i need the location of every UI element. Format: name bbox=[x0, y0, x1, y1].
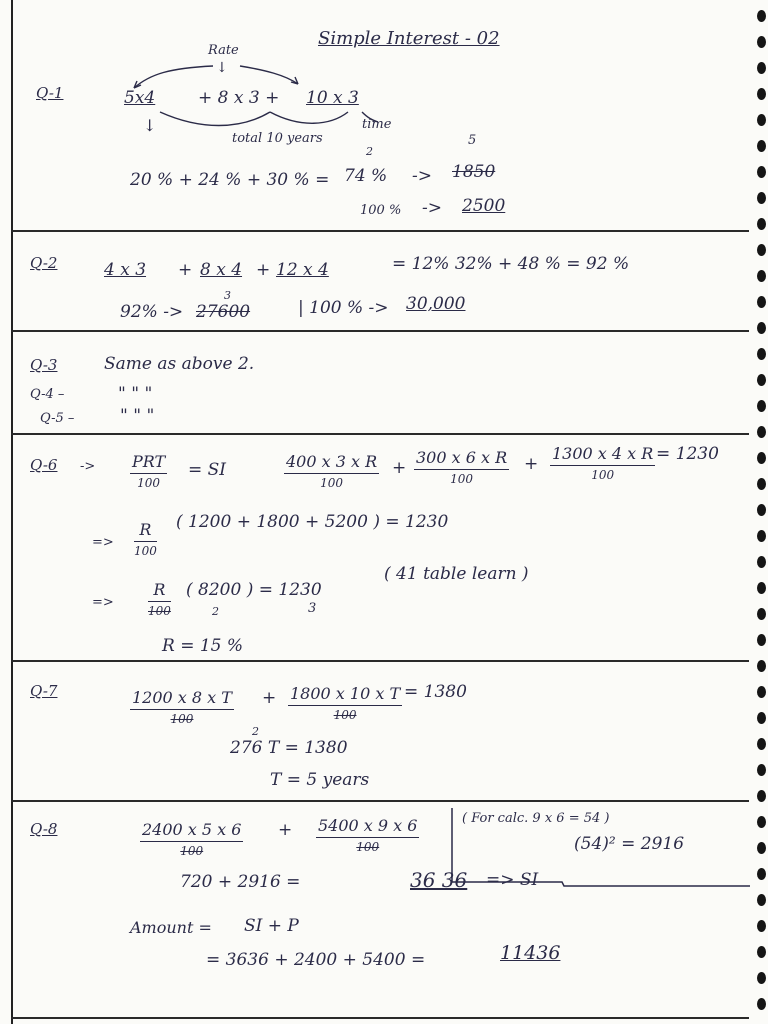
q2-amount-30000: 30,000 bbox=[406, 294, 466, 314]
q6-f1-den: 100 bbox=[320, 476, 344, 490]
q6-implies-1: => bbox=[92, 535, 114, 550]
q2-plus1: + bbox=[178, 260, 193, 280]
q2-line2b: | 100 % -> bbox=[298, 298, 389, 318]
q6-r-num-2: R bbox=[148, 582, 171, 602]
q6-plus-2: + bbox=[524, 454, 539, 474]
q6-eq-si: = SI bbox=[188, 460, 227, 480]
q1-rate-arrow: ↓ bbox=[216, 60, 228, 76]
q8-si-label: => SI bbox=[486, 870, 539, 890]
q1-amount-1850: 1850 bbox=[452, 162, 496, 182]
q8-f1-num: 2400 x 5 x 6 bbox=[140, 822, 243, 842]
q6-small-3: 3 bbox=[308, 601, 317, 616]
q6-paren-2: ( 8200 ) = 1230 bbox=[186, 580, 322, 600]
q1-line1: 20 % + 24 % + 30 % = bbox=[130, 170, 330, 190]
q7-plus: + bbox=[262, 688, 277, 708]
q1-term3: 10 x 3 bbox=[306, 88, 359, 108]
q6-f3-den: 100 bbox=[591, 468, 615, 482]
q1-label: Q-1 bbox=[36, 84, 64, 102]
q3-text: Same as above 2. bbox=[104, 354, 255, 374]
q6-r-den: 100 bbox=[134, 544, 157, 558]
q5-ditto: " " " bbox=[120, 406, 155, 426]
q7-f1-den: 100 bbox=[170, 712, 194, 726]
q1-arrow2: -> bbox=[422, 198, 442, 218]
q7-line2: 276 T = 1380 bbox=[230, 738, 348, 758]
q6-r-num: R bbox=[134, 522, 157, 542]
q3-label: Q-3 bbox=[30, 356, 58, 374]
q6-f1-num: 400 x 3 x R bbox=[284, 454, 379, 474]
q8-line4: = 3636 + 2400 + 5400 = bbox=[206, 950, 426, 970]
q1-time-note: time bbox=[362, 117, 392, 132]
q1-amount-2500: 2500 bbox=[462, 196, 506, 216]
q7-small-2: 2 bbox=[252, 725, 259, 738]
q1-term2: + 8 x 3 + bbox=[198, 88, 280, 108]
q4-label: Q-4 – bbox=[30, 387, 65, 402]
q7-eq-1380: = 1380 bbox=[404, 682, 467, 702]
q2-expr1: 4 x 3 bbox=[104, 260, 147, 280]
q8-amount-formula: SI + P bbox=[244, 916, 299, 936]
q6-arrow: -> bbox=[80, 459, 96, 474]
q7-f2-den: 100 bbox=[333, 708, 357, 722]
q2-label: Q-2 bbox=[30, 254, 58, 272]
q8-amount-label: Amount = bbox=[130, 918, 212, 937]
q8-line2a: 720 + 2916 = bbox=[180, 872, 301, 892]
q1-pct-74: 74 % bbox=[344, 166, 388, 186]
q2-expr3: 12 x 4 bbox=[276, 260, 329, 280]
q2-plus2: + bbox=[256, 260, 271, 280]
q7-answer: T = 5 years bbox=[270, 770, 370, 790]
q7-label: Q-7 bbox=[30, 682, 58, 700]
q5-label: Q-5 – bbox=[40, 411, 75, 426]
q8-calc-note: ( For calc. 9 x 6 = 54 ) bbox=[462, 811, 610, 826]
q2-expr2: 8 x 4 bbox=[200, 260, 243, 280]
q7-f2-num: 1800 x 10 x T bbox=[288, 686, 402, 706]
q8-square: (54)² = 2916 bbox=[574, 834, 685, 854]
q1-small-2: 2 bbox=[366, 145, 373, 158]
q6-eq-1230: = 1230 bbox=[656, 444, 719, 464]
q8-amount-result: 11436 bbox=[500, 942, 561, 964]
q6-f3-num: 1300 x 4 x R bbox=[550, 446, 655, 466]
q2-amount-27600: 27600 bbox=[196, 302, 251, 322]
q8-plus: + bbox=[278, 820, 293, 840]
q1-arrow1: -> bbox=[412, 166, 432, 186]
q8-label: Q-8 bbox=[30, 820, 58, 838]
q2-result: = 12% 32% + 48 % = 92 % bbox=[392, 254, 630, 274]
q8-fraction-1 bbox=[140, 822, 243, 857]
q6-small-2: 2 bbox=[212, 605, 219, 618]
page-title: Simple Interest - 02 bbox=[318, 28, 500, 49]
q2-small-3: 3 bbox=[224, 289, 231, 302]
q6-implies-2: => bbox=[92, 595, 114, 610]
q1-term1: 5x4 bbox=[124, 88, 156, 108]
q6-den: 100 bbox=[137, 476, 161, 490]
q1-total-note: total 10 years bbox=[232, 131, 323, 146]
q8-si-value: 36 36 bbox=[410, 868, 468, 892]
q6-label: Q-6 bbox=[30, 456, 58, 474]
q7-f1-num: 1200 x 8 x T bbox=[130, 690, 234, 710]
q6-table-note: ( 41 table learn ) bbox=[384, 564, 529, 584]
q6-f2-num: 300 x 6 x R bbox=[414, 450, 509, 470]
q4-ditto: " " " bbox=[118, 384, 153, 404]
q8-f2-den: 100 bbox=[356, 840, 380, 854]
q6-paren-1: ( 1200 + 1800 + 5200 ) = 1230 bbox=[176, 512, 449, 532]
q6-f2-den: 100 bbox=[450, 472, 474, 486]
q2-line2a: 92% -> bbox=[120, 302, 184, 322]
q1-down-arrow: ↓ bbox=[143, 116, 157, 135]
q8-f2-num: 5400 x 9 x 6 bbox=[316, 818, 419, 838]
q1-pct-100: 100 % bbox=[360, 203, 402, 218]
q8-fraction-2 bbox=[316, 818, 419, 853]
q6-r-den-2: 100 bbox=[148, 604, 171, 618]
q6-prt: PRT bbox=[130, 454, 167, 474]
q8-f1-den: 100 bbox=[180, 844, 204, 858]
q6-answer: R = 15 % bbox=[162, 636, 244, 656]
q1-small-5: 5 bbox=[468, 133, 477, 148]
q6-plus-1: + bbox=[392, 458, 407, 478]
q1-rate-note: Rate bbox=[208, 43, 239, 58]
